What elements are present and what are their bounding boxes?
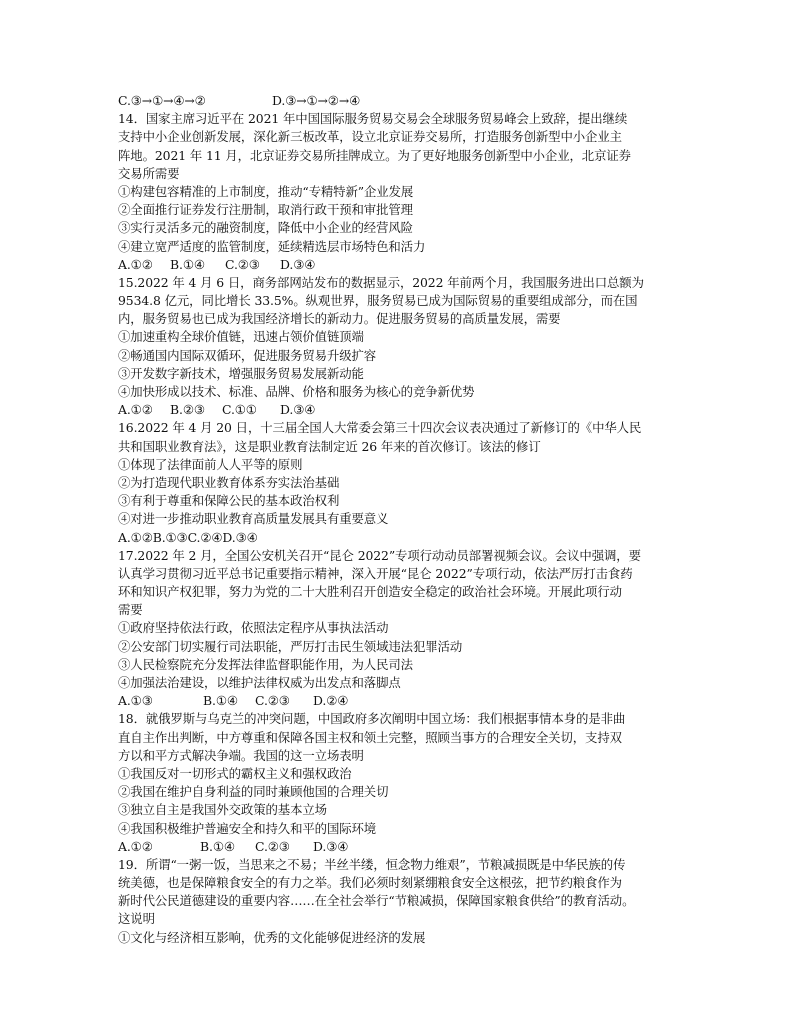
q17-stem-line-1: 17.2022 年 2 月，全国公安机关召开“昆仑 2022”专项行动动员部署视频会议。会议中强调，要 — [118, 547, 641, 563]
q18-options — [118, 838, 688, 856]
q17-stem-line-4: 需要 — [118, 602, 143, 618]
q13-option-d: D.③→①→②→④ — [272, 93, 361, 108]
q16-options: A.①②B.①③C.②④D.③④ — [118, 529, 258, 545]
q14-stem-line-2: 支持中小企业创新发展，深化新三板改革，设立北京证券交易所，打造服务创新型中小企业主 — [118, 129, 622, 145]
q19-stem-line-3: 新时代公民道德建设的重要内容……在全社会举行“节粮减损，保障国家粮食供给”的教育活动。 — [118, 893, 635, 909]
q18-option-b: B.①④ — [200, 838, 235, 854]
q16-statement-3: ③有利于尊重和保障公民的基本政治权利 — [118, 493, 340, 509]
q18-stem-line-3: 方以和平方式解决争端。我国的这一立场表明 — [118, 747, 364, 763]
q15-statement-3: ③开发数字新技术，增强服务贸易发展新动能 — [118, 365, 364, 381]
q19-stem-line-4: 这说明 — [118, 911, 155, 927]
q14-option-b: B.①④ — [170, 256, 205, 272]
q19-statement-1: ①文化与经济相互影响，优秀的文化能够促进经济的发展 — [118, 929, 426, 945]
q17-option-c: C.②③ — [255, 693, 290, 709]
q14-statement-1: ①构建包容精准的上市制度，推动“专精特新”企业发展 — [118, 183, 414, 199]
q15-statement-4: ④加快形成以技术、标准、品牌、价格和服务为核心的竞争新优势 — [118, 384, 475, 399]
q17-option-d: D.②④ — [313, 693, 349, 709]
q17-option-b: B.①④ — [203, 693, 238, 709]
q16-stem-line-1: 16.2022 年 4 月 20 日，十三届全国人大常委会第三十四次会议表决通过了新修订的《中华人民 — [118, 420, 642, 436]
q18-statement-1: ①我国反对一切形式的霸权主义和强权政治 — [118, 765, 352, 781]
q14-statement-2: ②全面推行证券发行注册制，取消行政干预和审批管理 — [118, 202, 413, 218]
q15-statement-2: ②畅通国内国际双循环，促进服务贸易升级扩容 — [118, 347, 377, 363]
q17-stem-line-2: 认真学习贯彻习近平总书记重要指示精神，深入开展“昆仑 2022”专项行动，依法严厉打击食药 — [118, 565, 633, 581]
q15-option-a: A.①② — [118, 402, 153, 418]
q18-stem-line-1: 18．就俄罗斯与乌克兰的冲突问题，中国政府多次阐明中国立场：我们根据事情本身的是非曲 — [118, 711, 626, 727]
q16-statement-2: ②为打造现代职业教育体系夯实法治基础 — [118, 474, 340, 490]
q18-option-c: C.②③ — [255, 838, 290, 854]
q13-option-c: C.③→①→④→② — [118, 93, 206, 108]
q14-option-a: A.①② — [118, 256, 153, 272]
question-text — [118, 92, 688, 947]
q14-stem-line-1: 14．国家主席习近平在 2021 年中国国际服务贸易交易会全球服务贸易峰会上致辞，提出继续 — [118, 111, 628, 127]
q18-statement-3: ③独立自主是我国外交政策的基本立场 — [118, 802, 327, 818]
q18-option-a: A.①② — [118, 838, 153, 854]
q15-options — [118, 401, 688, 419]
q17-statement-4: ④加强法治建设，以维护法律权威为出发点和落脚点 — [118, 675, 401, 690]
q18-statement-2: ②我国在维护自身利益的同时兼顾他国的合理关切 — [118, 784, 389, 800]
q17-option-a: A.①③ — [118, 693, 153, 709]
q14-option-c: C.②③ — [225, 256, 260, 272]
q15-option-b: B.②③ — [170, 402, 205, 418]
q18-option-d: D.③④ — [313, 838, 349, 854]
q15-statement-1: ①加速重构全球价值链，迅速占领价值链顶端 — [118, 329, 364, 345]
q19-stem-line-2: 统美德，也是保障粮食安全的有力之举。我们必须时刻紧绷粮食安全这根弦，把节约粮食作为 — [118, 875, 622, 891]
q17-options — [118, 692, 688, 710]
q15-stem-line-3: 内，服务贸易也已成为我国经济增长的新动力。促进服务贸易的高质量发展，需要 — [118, 311, 561, 327]
q14-stem-line-3: 阵地。2021 年 11 月，北京证券交易所挂牌成立。为了更好地服务创新型中小企业，北京证券 — [118, 147, 631, 163]
q15-option-d: D.③④ — [280, 402, 316, 418]
q14-options — [118, 256, 688, 274]
q16-stem-line-2: 共和国职业教育法》，这是职业教育法制定近 26 年来的首次修订。该法的修订 — [118, 438, 541, 454]
q15-stem-line-1: 15.2022 年 4 月 6 日，商务部网站发布的数据显示，2022 年前两个月，我国服务进出口总额为 — [118, 274, 644, 290]
q16-statement-4: ④对进一步推动职业教育高质量发展具有重要意义 — [118, 511, 389, 527]
q15-stem-line-2: 9534.8 亿元，同比增长 33.5%。纵观世界，服务贸易已成为国际贸易的重要组成部分，而在国 — [118, 293, 638, 309]
q15-option-c: C.①① — [222, 402, 257, 418]
q18-statement-4: ④我国积极维护普遍安全和持久和平的国际环境 — [118, 820, 377, 836]
q17-statement-2: ②公安部门切实履行司法职能，严厉打击民生领域违法犯罪活动 — [118, 638, 463, 654]
q14-statement-3: ③实行灵活多元的融资制度，降低中小企业的经营风险 — [118, 220, 413, 236]
q17-statement-3: ③人民检察院充分发挥法律监督职能作用，为人民司法 — [118, 656, 413, 672]
q19-stem-line-1: 19．所谓“一粥一饭，当思来之不易；半丝半缕，恒念物力维艰”，节粮减损既是中华民族的传 — [118, 856, 626, 872]
q14-statement-4: ④建立宽严适度的监管制度，延续精选层市场特色和活力 — [118, 238, 426, 254]
q14-option-d: D.③④ — [280, 256, 316, 272]
q18-stem-line-2: 直自主作出判断，中方尊重和保障各国主权和领土完整，照顾当事方的合理安全关切，支持双 — [118, 729, 622, 745]
q13-options — [118, 92, 688, 110]
q17-statement-1: ①政府坚持依法行政，依照法定程序从事执法活动 — [118, 620, 389, 636]
q17-stem-line-3: 环和知识产权犯罪，努力为党的二十大胜利召开创造安全稳定的政治社会环境。开展此项行动 — [118, 584, 622, 600]
q14-stem-line-4: 交易所需要 — [118, 165, 180, 181]
q16-statement-1: ①体现了法律面前人人平等的原则 — [118, 456, 303, 472]
